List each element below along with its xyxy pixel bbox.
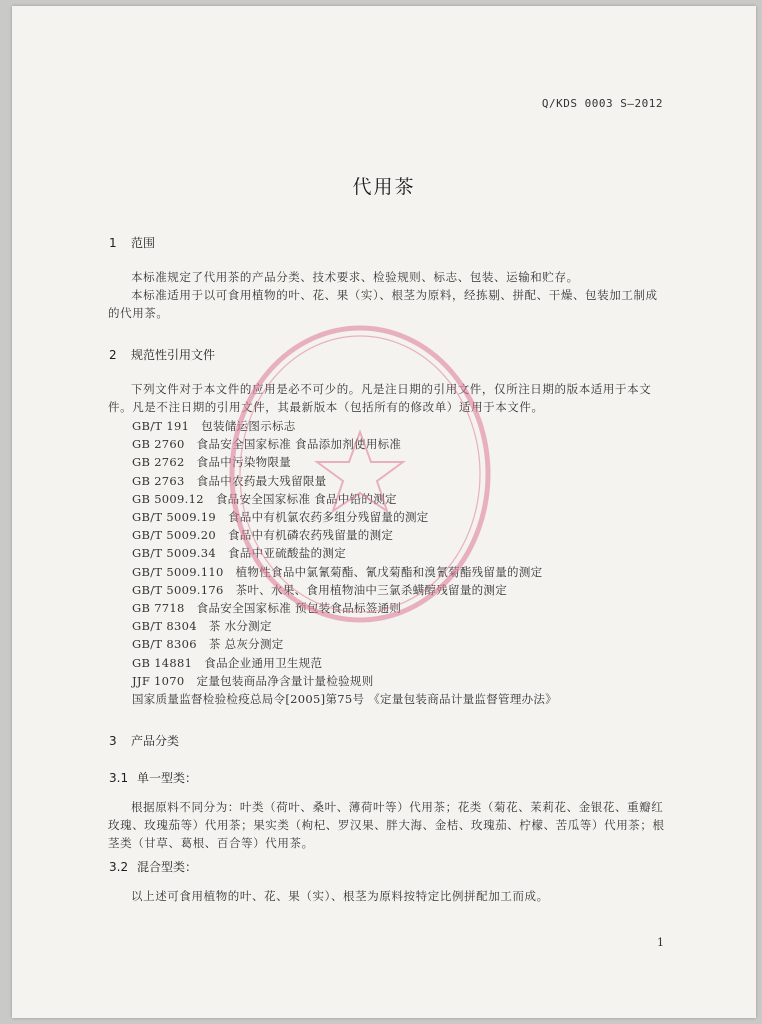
reference-item	[132, 581, 557, 599]
section-number: 3.2	[109, 860, 129, 874]
section-number: 2	[109, 348, 117, 362]
reference-name: 茶 水分测定	[208, 619, 272, 634]
paragraph: 下列文件对于本文件的应用是必不可少的。凡是注日期的引用文件，仅所注日期的版本适用于本文件。凡是不注日期的引用文件，其最新版本（包括所有的修改单）适用于本文件。	[108, 382, 652, 414]
reference-code: JJF 1070	[132, 673, 185, 688]
reference-list	[132, 417, 557, 708]
reference-item	[132, 599, 557, 617]
paragraph: 本标准规定了代用茶的产品分类、技术要求、检验规则、标志、包装、运输和贮存。	[131, 270, 579, 284]
reference-item	[132, 563, 557, 581]
reference-code: GB 2763	[132, 473, 185, 488]
reference-item	[132, 453, 557, 471]
page-number: 1	[657, 936, 664, 949]
reference-name: 食品安全国家标准 预包装食品标签通则	[196, 601, 402, 616]
section-2-heading	[109, 346, 215, 363]
reference-code: GB 2760	[132, 437, 185, 452]
section-number: 1	[109, 236, 117, 250]
reference-item	[132, 690, 557, 708]
reference-item	[132, 417, 557, 435]
standard-number: Q/KDS 0003 S—2012	[541, 97, 663, 110]
reference-item	[132, 617, 557, 635]
section-title: 范围	[131, 236, 156, 250]
reference-name: 包装储运图示标志	[201, 419, 296, 433]
reference-code: GB 7718	[132, 601, 185, 616]
section-1-body	[108, 268, 668, 322]
reference-item	[132, 635, 557, 653]
reference-name: 食品中农药最大残留限量	[196, 473, 327, 488]
reference-name: 食品中有机氯农药多组分残留量的测定	[228, 510, 429, 525]
document-title: 代用茶	[352, 176, 416, 198]
reference-name: 定量包装商品净含量计量检验规则	[196, 673, 374, 688]
section-title: 混合型类：	[137, 860, 198, 874]
reference-item	[132, 544, 557, 562]
reference-item	[132, 490, 557, 508]
reference-name: 国家质量监督检验检疫总局令[2005]第75号 《定量包装商品计量监督管理办法》	[132, 692, 558, 707]
reference-item	[132, 672, 557, 690]
reference-item	[132, 654, 557, 672]
reference-code: GB/T 5009.110	[132, 564, 224, 579]
section-3-1-body	[108, 798, 668, 852]
reference-code: GB/T 5009.19	[132, 510, 216, 525]
reference-code: GB 14881	[132, 655, 193, 670]
reference-code: GB/T 8304	[132, 619, 197, 634]
section-2-intro	[108, 380, 668, 416]
reference-name: 食品中亚硫酸盐的测定	[228, 546, 346, 561]
section-number: 3	[109, 734, 117, 748]
reference-code: GB/T 5009.34	[132, 546, 216, 561]
reference-item	[132, 508, 557, 526]
reference-code: GB/T 8306	[132, 637, 197, 652]
section-title: 产品分类	[131, 734, 180, 748]
reference-name: 食品中污染物限量	[196, 455, 292, 470]
section-3-1-heading	[109, 769, 197, 786]
reference-name: 植物性食品中氯氰菊酯、氰戊菊酯和溴氰菊酯残留量的测定	[235, 564, 543, 579]
section-3-2-heading	[109, 858, 197, 875]
reference-name: 茶 总灰分测定	[208, 637, 284, 652]
reference-name: 茶叶、水果、食用植物油中三氯杀螨醇残留量的测定	[235, 582, 508, 597]
paragraph: 根据原料不同分为：叶类（荷叶、桑叶、薄荷叶等）代用茶；花类（菊花、茉莉花、金银花、重瓣红玫瑰、玫瑰茄等）代用茶；果实类（枸杞、罗汉果、胖大海、金桔、玫瑰茄、柠檬、苦瓜等）代用茶；根茎类（甘草、葛根、百合等）代用茶。	[108, 800, 665, 850]
reference-code: GB/T 5009.176	[132, 582, 224, 597]
reference-name: 食品中有机磷农药残留量的测定	[228, 528, 394, 543]
section-title: 规范性引用文件	[131, 348, 216, 362]
reference-code: GB 5009.12	[132, 491, 204, 506]
reference-name: 食品安全国家标准 食品中铅的测定	[215, 491, 397, 506]
document-page	[12, 6, 756, 1018]
paragraph: 本标准适用于以可食用植物的叶、花、果（实）、根茎为原料，经拣剔、拼配、干燥、包装加工制成的代用茶。	[108, 288, 658, 320]
reference-name: 食品安全国家标准 食品添加剂使用标准	[196, 437, 402, 452]
section-1-heading	[109, 234, 155, 251]
reference-item	[132, 526, 557, 544]
reference-code: GB/T 191	[132, 419, 190, 433]
paragraph: 以上述可食用植物的叶、花、果（实）、根茎为原料按特定比例拼配加工而成。	[131, 889, 549, 903]
section-3-2-body	[108, 887, 668, 905]
reference-code: GB/T 5009.20	[132, 528, 216, 543]
reference-item	[132, 435, 557, 453]
section-number: 3.1	[109, 771, 129, 785]
reference-name: 食品企业通用卫生规范	[204, 655, 323, 670]
section-title: 单一型类：	[137, 771, 198, 785]
reference-item	[132, 472, 557, 490]
reference-code: GB 2762	[132, 455, 185, 470]
section-3-heading	[109, 732, 179, 749]
